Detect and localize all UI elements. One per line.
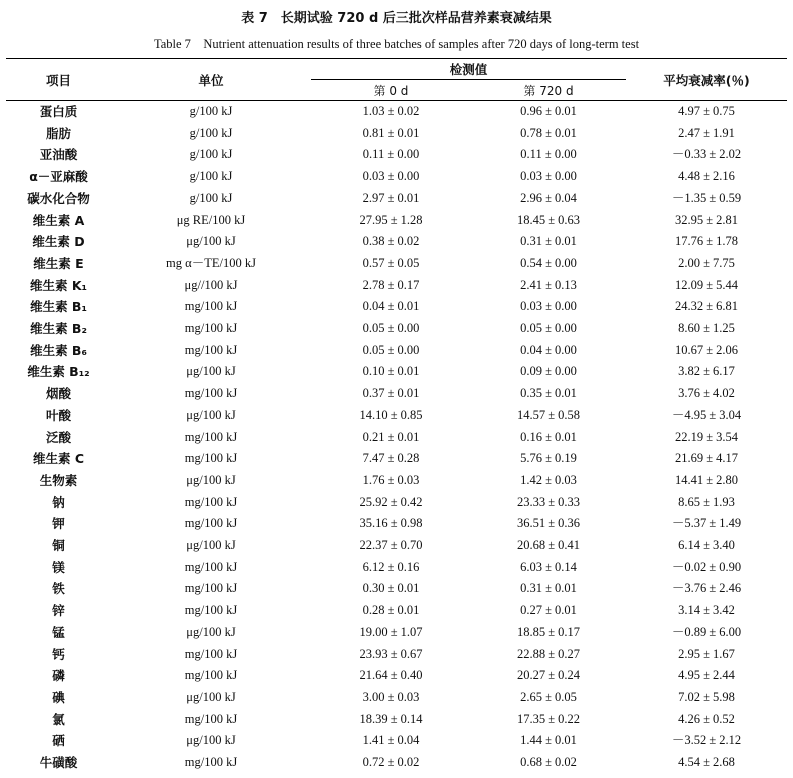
row-day0: 2.97 ± 0.01 [362, 190, 420, 205]
row-day720: 0.09 ± 0.00 [520, 364, 577, 379]
row-rate: 21.69 ± 4.17 [674, 451, 739, 466]
table-row [6, 231, 787, 253]
row-unit: mg/100 kJ [184, 494, 238, 509]
row-unit: μg/100 kJ [186, 234, 236, 249]
row-unit: mg/100 kJ [184, 516, 238, 531]
row-day720: 0.54 ± 0.00 [520, 255, 577, 270]
table-row [6, 578, 787, 600]
row-day720: 0.03 ± 0.00 [520, 299, 577, 314]
table-row [6, 361, 787, 383]
row-day720: 0.78 ± 0.01 [520, 125, 577, 140]
row-name: 铁 [52, 581, 65, 597]
row-rate: 7.02 ± 5.98 [678, 689, 735, 704]
table-row [6, 427, 787, 449]
row-day720: 0.03 ± 0.00 [520, 169, 577, 184]
row-day0: 0.04 ± 0.01 [362, 299, 420, 314]
row-unit: μg RE/100 kJ [176, 212, 246, 227]
row-rate: 12.09 ± 5.44 [674, 277, 739, 292]
table-row [6, 448, 787, 470]
table-row [6, 275, 787, 297]
row-day0: 1.76 ± 0.03 [362, 472, 420, 487]
row-day720: 23.33 ± 0.33 [516, 494, 581, 509]
row-unit: μg/100 kJ [186, 364, 236, 379]
row-name: 锌 [52, 603, 65, 619]
table-row [6, 296, 787, 318]
row-name: 铜 [52, 538, 65, 554]
nutrient-attenuation-table [6, 58, 787, 774]
row-name: 钙 [52, 646, 65, 662]
table-row [6, 101, 787, 123]
row-rate: －3.76 ± 2.46 [671, 581, 742, 596]
table-caption-chinese: 表 7 长期试验 720 d 后三批次样品营养素衰减结果 [241, 11, 552, 26]
row-name: 镁 [52, 559, 65, 575]
row-rate: 3.14 ± 3.42 [678, 603, 735, 618]
row-unit: mg/100 kJ [184, 711, 238, 726]
table-row [6, 535, 787, 557]
row-unit: g/100 kJ [189, 104, 233, 118]
row-rate: －1.35 ± 0.59 [671, 190, 742, 205]
row-unit: μg/100 kJ [186, 538, 236, 553]
row-day0: 18.39 ± 0.14 [359, 711, 423, 726]
row-rate: －3.52 ± 2.12 [671, 733, 742, 748]
row-day720: 0.68 ± 0.02 [520, 755, 577, 770]
row-unit: mg/100 kJ [184, 668, 238, 683]
row-unit: mg/100 kJ [184, 342, 238, 357]
row-rate: 3.82 ± 6.17 [678, 364, 735, 379]
row-day0: 0.05 ± 0.00 [362, 321, 420, 336]
row-day0: 6.12 ± 0.16 [362, 559, 420, 574]
row-day720: 1.44 ± 0.01 [520, 733, 577, 748]
row-day720: 20.68 ± 0.41 [516, 538, 581, 553]
row-name: 锰 [52, 624, 65, 640]
table-row [6, 492, 787, 514]
row-name: 维生素 A [32, 212, 85, 228]
row-name: 叶酸 [45, 407, 71, 423]
row-rate: 32.95 ± 2.81 [674, 212, 739, 227]
row-day720: 5.76 ± 0.19 [520, 451, 577, 466]
table-row [6, 644, 787, 666]
row-unit: mg/100 kJ [184, 646, 238, 661]
table-row [6, 665, 787, 687]
row-day720: 2.65 ± 0.05 [520, 689, 577, 704]
row-rate: 4.95 ± 2.44 [678, 668, 735, 683]
row-rate: 6.14 ± 3.40 [678, 538, 735, 553]
row-day720: 0.11 ± 0.00 [520, 147, 577, 162]
row-day0: 27.95 ± 1.28 [359, 212, 423, 227]
row-day720: 17.35 ± 0.22 [516, 711, 581, 726]
row-unit: mg/100 kJ [184, 386, 238, 401]
row-rate: 14.41 ± 2.80 [674, 472, 739, 487]
row-rate: 4.26 ± 0.52 [678, 711, 735, 726]
table-row [6, 513, 787, 535]
row-day720: 22.88 ± 0.27 [516, 646, 581, 661]
row-rate: －4.95 ± 3.04 [671, 407, 742, 422]
row-day720: 18.45 ± 0.63 [516, 212, 581, 227]
row-day0: 7.47 ± 0.28 [362, 451, 420, 466]
row-unit: μg/100 kJ [186, 472, 236, 487]
row-name: 脂肪 [45, 125, 71, 141]
table-body [6, 101, 787, 774]
row-name: 钠 [52, 494, 65, 510]
row-rate: 2.95 ± 1.67 [678, 646, 735, 661]
row-day0: 21.64 ± 0.40 [359, 668, 423, 683]
row-day0: 23.93 ± 0.67 [359, 646, 423, 661]
row-name: 生物素 [39, 472, 78, 488]
table-caption-english: Table 7 Nutrient attenuation results of three batches of samples after 720 days of long-term test [153, 37, 640, 51]
table-row [6, 600, 787, 622]
row-day0: 3.00 ± 0.03 [362, 689, 420, 704]
row-unit: mg/100 kJ [184, 755, 238, 770]
row-rate: 2.47 ± 1.91 [678, 125, 735, 140]
row-name: 氯 [52, 711, 65, 727]
row-day720: 0.05 ± 0.00 [520, 321, 577, 336]
table-row [6, 709, 787, 731]
row-unit: mg/100 kJ [184, 429, 238, 444]
row-name: 维生素 B₁₂ [27, 364, 90, 380]
row-day720: 2.41 ± 0.13 [520, 277, 577, 292]
row-day0: 2.78 ± 0.17 [362, 277, 420, 292]
row-day720: 0.35 ± 0.01 [520, 386, 577, 401]
row-day720: 36.51 ± 0.36 [516, 516, 581, 531]
row-unit: μg/100 kJ [186, 407, 236, 422]
table-row [6, 622, 787, 644]
row-name: 牛磺酸 [39, 755, 78, 771]
table-row [6, 470, 787, 492]
row-unit: mg/100 kJ [184, 603, 238, 618]
row-name: 钾 [52, 516, 65, 532]
row-rate: 2.00 ± 7.75 [678, 255, 735, 270]
row-day0: 19.00 ± 1.07 [359, 624, 423, 639]
header-item: 项目 [6, 59, 111, 101]
header-measured: 检测值 [311, 59, 626, 80]
row-day0: 0.57 ± 0.05 [362, 255, 420, 270]
row-day0: 0.28 ± 0.01 [362, 603, 420, 618]
row-name: 硒 [52, 733, 65, 749]
row-day0: 0.21 ± 0.01 [362, 429, 420, 444]
row-rate: －5.37 ± 1.49 [671, 516, 742, 531]
row-rate: 3.76 ± 4.02 [678, 386, 735, 401]
row-name: 烟酸 [45, 386, 71, 402]
row-day0: 0.03 ± 0.00 [362, 169, 420, 184]
row-day720: 0.16 ± 0.01 [520, 429, 577, 444]
row-day0: 14.10 ± 0.85 [359, 407, 423, 422]
row-day720: 18.85 ± 0.17 [516, 624, 581, 639]
row-unit: mg/100 kJ [184, 299, 238, 314]
row-day720: 0.27 ± 0.01 [520, 603, 577, 618]
row-day0: 1.03 ± 0.02 [362, 104, 420, 118]
row-rate: －0.33 ± 2.02 [671, 147, 742, 162]
row-name: 维生素 K₁ [29, 277, 87, 293]
row-rate: 4.54 ± 2.68 [678, 755, 735, 770]
row-day0: 35.16 ± 0.98 [359, 516, 423, 531]
row-name: 蛋白质 [39, 104, 78, 119]
row-day720: 2.96 ± 0.04 [520, 190, 577, 205]
row-rate: 4.48 ± 2.16 [678, 169, 735, 184]
row-unit: g/100 kJ [189, 147, 233, 162]
row-name: 维生素 B₁ [30, 299, 87, 315]
row-day0: 0.11 ± 0.00 [362, 147, 420, 162]
row-rate: －0.02 ± 0.90 [671, 559, 742, 574]
row-unit: μg/100 kJ [186, 689, 236, 704]
row-rate: 17.76 ± 1.78 [674, 234, 739, 249]
row-day720: 0.96 ± 0.01 [520, 104, 577, 118]
table-row [6, 253, 787, 275]
row-day0: 1.41 ± 0.04 [362, 733, 420, 748]
row-name: 维生素 E [33, 255, 84, 271]
row-name: α－亚麻酸 [29, 169, 88, 185]
row-unit: μg//100 kJ [184, 277, 238, 292]
row-name: 磷 [52, 668, 65, 684]
row-day720: 20.27 ± 0.24 [516, 668, 581, 683]
row-day720: 1.42 ± 0.03 [520, 472, 577, 487]
row-day720: 14.57 ± 0.58 [516, 407, 581, 422]
header-avg-rate: 平均衰减率(％) [626, 59, 787, 101]
row-day720: 6.03 ± 0.14 [520, 559, 577, 574]
row-name: 维生素 B₆ [30, 342, 87, 358]
row-day0: 22.37 ± 0.70 [359, 538, 423, 553]
table-row [6, 557, 787, 579]
row-day720: 0.31 ± 0.01 [520, 581, 577, 596]
table-row [6, 144, 787, 166]
table-row [6, 210, 787, 232]
row-name: 碳水化合物 [27, 190, 90, 206]
header-unit: 单位 [111, 59, 311, 101]
row-name: 碘 [52, 689, 65, 705]
table-row [6, 123, 787, 145]
table-row [6, 340, 787, 362]
row-day0: 0.05 ± 0.00 [362, 342, 420, 357]
table-row [6, 188, 787, 210]
row-name: 维生素 B₂ [30, 321, 87, 337]
row-unit: μg/100 kJ [186, 733, 236, 748]
row-name: 亚油酸 [39, 147, 78, 163]
row-unit: mg/100 kJ [184, 451, 238, 466]
row-day0: 0.72 ± 0.02 [362, 755, 420, 770]
row-day0: 0.30 ± 0.01 [362, 581, 420, 596]
row-day0: 0.38 ± 0.02 [362, 234, 420, 249]
row-rate: 24.32 ± 6.81 [674, 299, 739, 314]
row-rate: 22.19 ± 3.54 [674, 429, 739, 444]
row-rate: 10.67 ± 2.06 [674, 342, 739, 357]
header-day720: 第 720 d [471, 80, 626, 101]
row-name: 维生素 D [32, 234, 85, 250]
row-name: 泛酸 [45, 429, 71, 445]
table-row [6, 318, 787, 340]
row-unit: g/100 kJ [189, 190, 233, 205]
row-rate: 4.97 ± 0.75 [678, 104, 735, 118]
row-unit: mg/100 kJ [184, 559, 238, 574]
table-row [6, 687, 787, 709]
row-day0: 0.10 ± 0.01 [362, 364, 420, 379]
row-rate: 8.65 ± 1.93 [678, 494, 735, 509]
row-unit: g/100 kJ [189, 169, 233, 184]
table-row [6, 752, 787, 774]
table-row [6, 405, 787, 427]
row-name: 维生素 C [32, 451, 85, 467]
header-day0: 第 0 d [311, 80, 471, 101]
row-rate: －0.89 ± 6.00 [671, 624, 742, 639]
row-rate: 8.60 ± 1.25 [678, 321, 735, 336]
row-day0: 0.37 ± 0.01 [362, 386, 420, 401]
row-day720: 0.31 ± 0.01 [520, 234, 577, 249]
row-day0: 0.81 ± 0.01 [362, 125, 420, 140]
row-unit: g/100 kJ [189, 125, 233, 140]
row-unit: μg/100 kJ [186, 624, 236, 639]
row-day0: 25.92 ± 0.42 [359, 494, 423, 509]
table-row [6, 383, 787, 405]
row-unit: mg α－TE/100 kJ [166, 255, 256, 270]
row-unit: mg/100 kJ [184, 321, 238, 336]
table-row [6, 730, 787, 752]
table-row [6, 166, 787, 188]
row-unit: mg/100 kJ [184, 581, 238, 596]
row-day720: 0.04 ± 0.00 [520, 342, 577, 357]
